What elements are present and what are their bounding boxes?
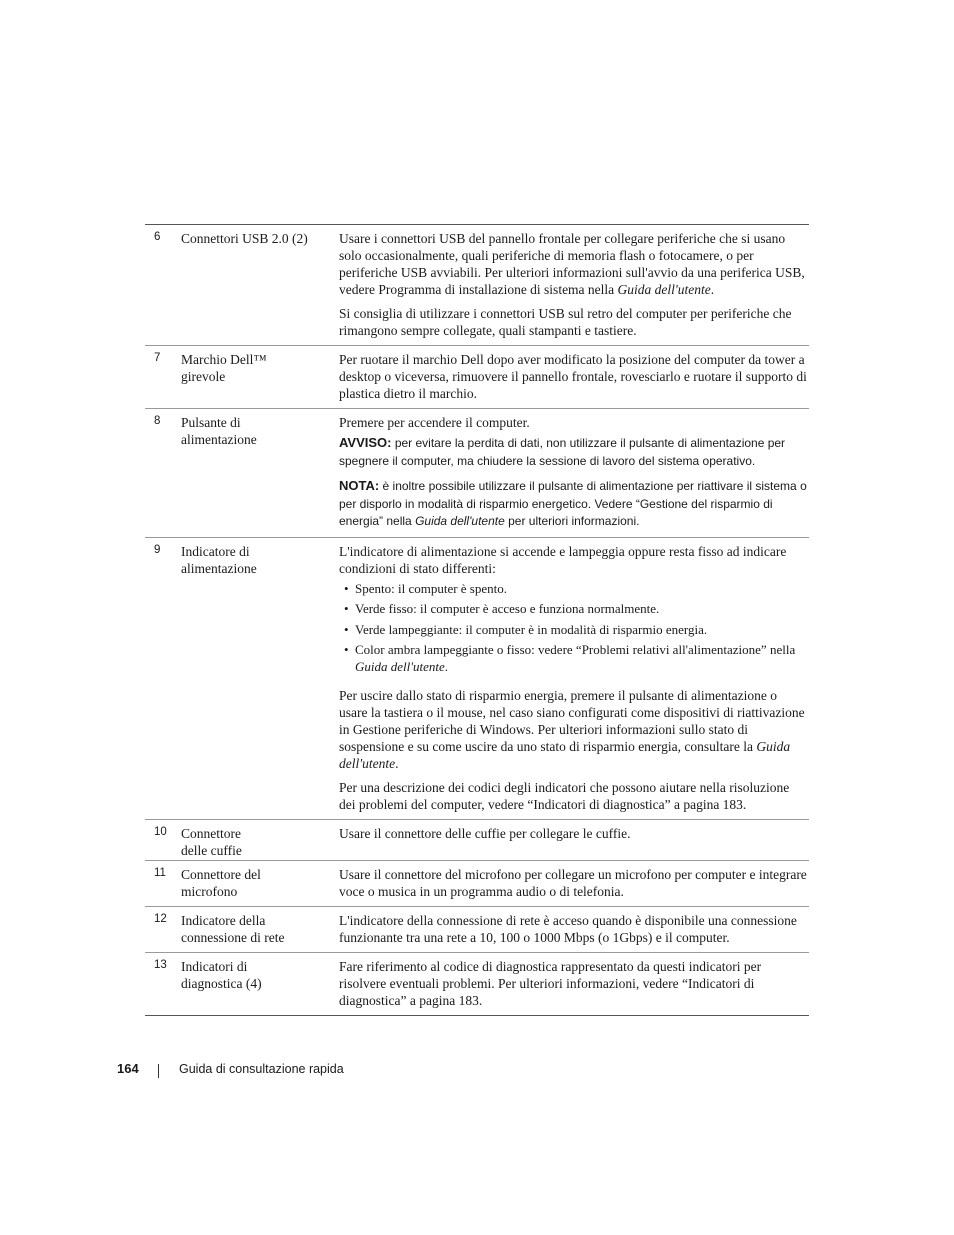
description-paragraph: L'indicatore della connessione di rete è acceso quando è disponibile una connessione funzionante tra una rete a 10, 100 o 1000 Mbps (o 1Gbps) e il computer. bbox=[339, 913, 797, 945]
document-reference: Guida dell'utente bbox=[617, 282, 711, 297]
item-number: 13 bbox=[154, 959, 167, 971]
document-reference: Guida dell'utente bbox=[355, 659, 445, 674]
description-paragraph: Per ruotare il marchio Dell dopo aver modificato la posizione del computer da tower a desktop o viceversa, rimuovere il pannello frontale, rovesciarlo e ruotare il supporto di plastica dietro il marchio. bbox=[339, 352, 807, 401]
item-number: 12 bbox=[154, 913, 167, 925]
list-item-text: . bbox=[444, 659, 449, 674]
notice-text: per evitare la perdita di dati, non utilizzare il pulsante di alimentazione per spegnere il computer, ma chiudere la sessione di lavoro del sistema operativo. bbox=[339, 436, 786, 468]
footer-divider bbox=[158, 1064, 159, 1078]
description-paragraph: Fare riferimento al codice di diagnostica rappresentato da questi indicatori per risolvere eventuali problemi. Per ulteriori informazioni, vedere “Indicatori di diagnostica” a pagina 183. bbox=[339, 959, 762, 1008]
description-paragraph bbox=[339, 687, 807, 772]
table-row bbox=[145, 408, 809, 537]
table-row bbox=[145, 860, 809, 906]
item-description bbox=[339, 958, 807, 1009]
description-paragraph bbox=[339, 230, 807, 298]
table-row bbox=[145, 537, 809, 820]
item-description bbox=[339, 825, 807, 842]
notice-box bbox=[339, 434, 807, 470]
description-paragraph: Premere per accendere il computer. bbox=[339, 415, 530, 430]
item-number: 11 bbox=[154, 867, 166, 879]
description-paragraph: Si consiglia di utilizzare i connettori USB sul retro del computer per periferiche che rimangono sempre collegate, quali stampanti e tastiere. bbox=[339, 306, 792, 338]
item-description bbox=[339, 866, 807, 900]
table-row bbox=[145, 952, 809, 1015]
note-label: NOTA: bbox=[339, 478, 380, 493]
item-description bbox=[339, 912, 807, 946]
description-paragraph: Usare il connettore delle cuffie per collegare le cuffie. bbox=[339, 826, 631, 841]
list-item: • Verde lampeggiante: il computer è in modalità di risparmio energia. bbox=[355, 621, 807, 638]
item-name: Connettori USB 2.0 (2) bbox=[181, 231, 308, 246]
item-name: Connettore delle cuffie bbox=[181, 826, 242, 858]
note-text: per ulteriori informazioni. bbox=[504, 514, 640, 528]
status-list bbox=[339, 580, 807, 676]
item-name: Indicatore della connessione di rete bbox=[181, 913, 285, 945]
item-number: 6 bbox=[154, 231, 161, 243]
description-paragraph: Per una descrizione dei codici degli indicatori che possono aiutare nella risoluzione dei problemi del computer, vedere “Indicatori di diagnostica” a pagina 183. bbox=[339, 780, 790, 812]
item-name: Indicatori di diagnostica (4) bbox=[181, 959, 262, 991]
item-description bbox=[339, 351, 807, 402]
notice-label: AVVISO: bbox=[339, 435, 392, 450]
item-description bbox=[339, 543, 807, 814]
item-name: Pulsante di alimentazione bbox=[181, 415, 257, 447]
table-row bbox=[145, 906, 809, 952]
list-item-text: Color ambra lampeggiante o fisso: vedere “Problemi relativi all'alimentazione” nella bbox=[355, 642, 796, 657]
item-number: 7 bbox=[154, 352, 161, 364]
item-description bbox=[339, 230, 807, 339]
item-number: 8 bbox=[154, 415, 161, 427]
table-row bbox=[145, 345, 809, 408]
item-name: Indicatore di alimentazione bbox=[181, 543, 257, 576]
item-description bbox=[339, 414, 807, 531]
note-text: è inoltre possibile utilizzare il pulsante di alimentazione per riattivare il sistema o per disporlo in modalità di risparmio energetico. Vedere “Gestione del risparmio di energia” nella bbox=[339, 479, 807, 528]
item-name: Connettore del microfono bbox=[181, 867, 261, 899]
item-number: 10 bbox=[154, 826, 167, 838]
description-text: Usare i connettori USB del pannello frontale per collegare periferiche che si usano solo occasionalmente, quali periferiche di memoria flash o fotocamere, o per periferiche USB avviabili. Per ulteriori informazioni sull'avvio da una periferica USB, vedere Programma di installazione di sistema nella bbox=[339, 231, 805, 297]
document-reference: Guida dell'utente bbox=[339, 739, 791, 771]
list-item bbox=[355, 641, 807, 675]
description-paragraph: L'indicatore di alimentazione si accende e lampeggia oppure resta fisso ad indicare condizioni di stato differenti: bbox=[339, 543, 787, 576]
list-item: • Spento: il computer è spento. bbox=[355, 580, 807, 597]
table-row bbox=[145, 225, 809, 345]
note-box bbox=[339, 477, 807, 531]
item-name: Marchio Dell™ girevole bbox=[181, 352, 267, 384]
list-item: • Verde fisso: il computer è acceso e funziona normalmente. bbox=[355, 600, 807, 617]
document-title: Guida di consultazione rapida bbox=[179, 1062, 344, 1076]
description-text: Per uscire dallo stato di risparmio energia, premere il pulsante di alimentazione o usare la tastiera o il mouse, nel caso siano configurati come dispositivi di riattivazione in Gestione periferiche di Windows. Per ulteriori informazioni sullo stato di sospensione e su come uscire da uno stato di risparmio energia, consultare la bbox=[339, 688, 805, 754]
table-row bbox=[145, 819, 809, 860]
document-reference: Guida dell'utente bbox=[415, 514, 505, 528]
description-text: . bbox=[395, 756, 399, 771]
page-number: 164 bbox=[117, 1061, 139, 1076]
component-table bbox=[145, 224, 809, 1016]
description-paragraph: Usare il connettore del microfono per collegare un microfono per computer e integrare voce o musica in un programma audio o di telefonia. bbox=[339, 867, 807, 899]
item-number: 9 bbox=[154, 543, 161, 556]
description-text: . bbox=[710, 282, 715, 297]
